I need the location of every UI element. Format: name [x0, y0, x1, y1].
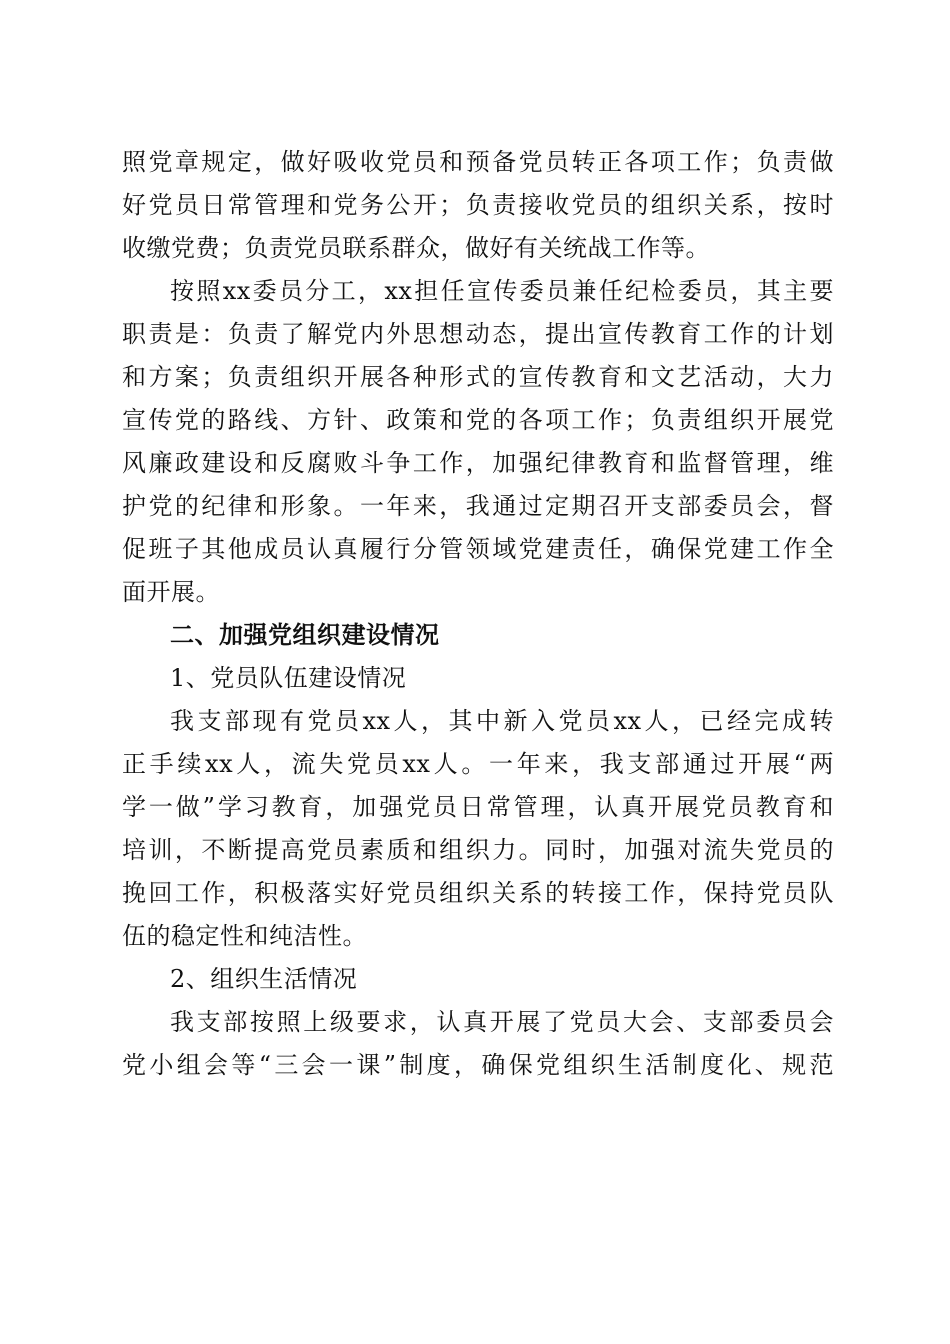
text-line: 和方案；负责组织开展各种形式的宣传教育和文艺活动，大力: [122, 363, 834, 391]
text-line: 我支部按照上级要求，认真开展了党员大会、支部委员会: [170, 1008, 834, 1036]
text-line: 党小组会等“三会一课”制度，确保党组织生活制度化、规范: [122, 1051, 834, 1079]
text-line: 收缴党费；负责党员联系群众，做好有关统战工作等。: [122, 234, 710, 262]
text-line: 促班子其他成员认真履行分管领域党建责任，确保党建工作全: [122, 535, 834, 563]
text-line: 正手续xx人，流失党员xx人。一年来，我支部通过开展“两: [122, 750, 834, 778]
text-line: 照党章规定，做好吸收党员和预备党员转正各项工作；负责做: [122, 148, 834, 176]
text-line: 护党的纪律和形象。一年来，我通过定期召开支部委员会，督: [122, 492, 834, 520]
text-line: 风廉政建设和反腐败斗争工作，加强纪律教育和监督管理，维: [122, 449, 834, 477]
text-line: 伍的稳定性和纯洁性。: [122, 922, 367, 950]
subsection-heading-organization-life: 2、组织生活情况: [170, 965, 358, 993]
paragraph-committee-duties: [122, 270, 834, 614]
text-line: 挽回工作，积极落实好党员组织关系的转接工作，保持党员队: [122, 879, 834, 907]
text-line: 宣传党的路线、方针、政策和党的各项工作；负责组织开展党: [122, 406, 834, 434]
paragraph-party-constitution: [122, 141, 834, 270]
subsection-heading-party-members: 1、党员队伍建设情况: [170, 664, 407, 692]
text-line: 培训，不断提高党员素质和组织力。同时，加强对流失党员的: [122, 836, 834, 864]
paragraph-party-members: [122, 700, 834, 958]
text-line: 我支部现有党员xx人，其中新入党员xx人，已经完成转: [170, 707, 834, 735]
text-line: 面开展。: [122, 578, 220, 606]
document-body: [122, 141, 834, 1087]
text-line: 按照xx委员分工，xx担任宣传委员兼任纪检委员，其主要: [170, 277, 834, 305]
paragraph-organization-life: [122, 1001, 834, 1087]
text-line: 好党员日常管理和党务公开；负责接收党员的组织关系，按时: [122, 191, 834, 219]
text-line: 学一做”学习教育，加强党员日常管理，认真开展党员教育和: [122, 793, 834, 821]
section-heading: 二、加强党组织建设情况: [170, 621, 440, 649]
text-line: 职责是：负责了解党内外思想动态，提出宣传教育工作的计划: [122, 320, 834, 348]
